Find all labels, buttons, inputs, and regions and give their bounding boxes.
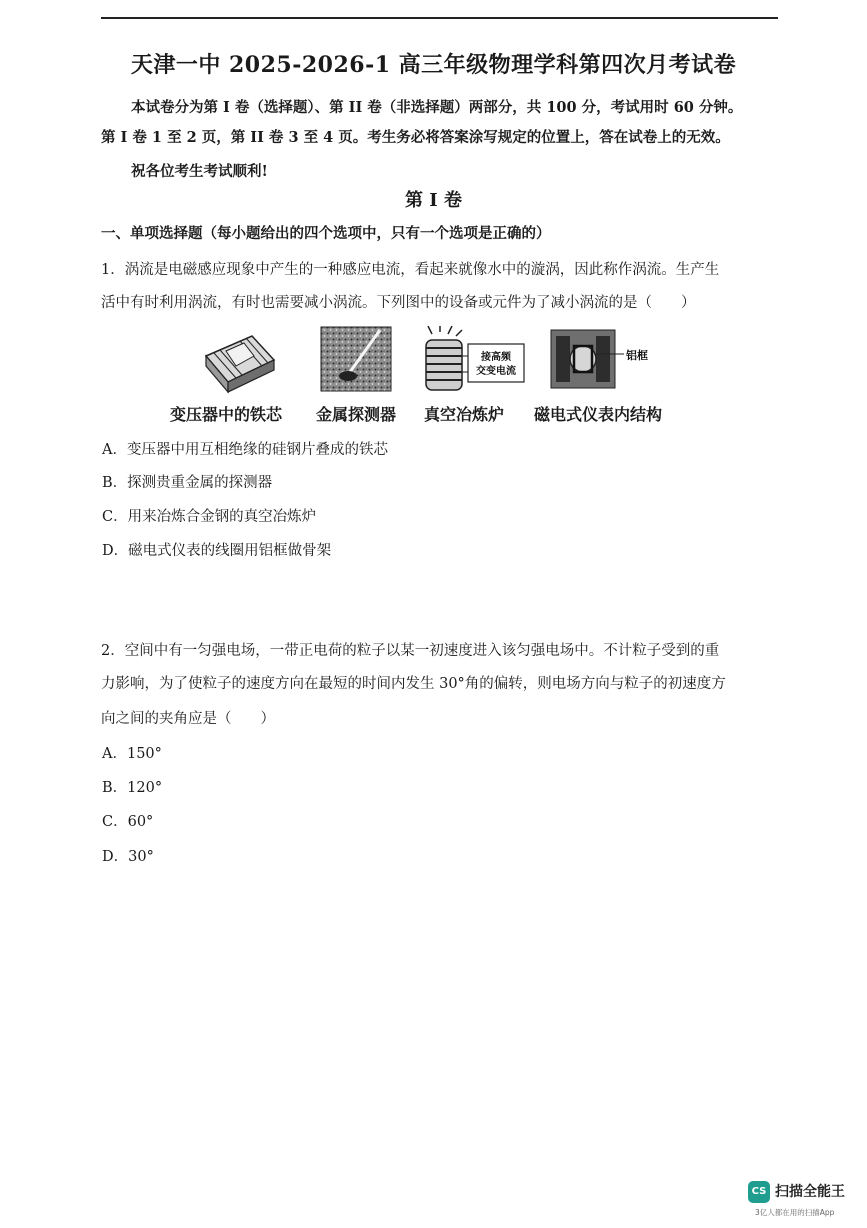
wish-line: 祝各位考生考试顺利! xyxy=(131,163,268,180)
section-title: 第 I 卷 xyxy=(405,190,462,211)
camscanner-name: 扫描全能王 xyxy=(775,1184,845,1200)
furnace-label-1: 接高频 xyxy=(481,352,511,363)
q1-option-a: A．变压器中用互相绝缘的硅钢片叠成的铁芯 xyxy=(102,442,388,458)
q2-stem-line-2: 力影响，为了使粒子的速度方向在最短的时间内发生 30°角的偏转，则电场方向与粒子的初速度方 xyxy=(101,676,726,692)
q1-stem-line-1: 1．涡流是电磁感应现象中产生的一种感应电流，看起来就像水中的漩涡，因此称作涡流。生产生 xyxy=(101,262,720,278)
caption-transformer: 变压器中的铁芯 xyxy=(170,405,283,424)
q1-option-b: B．探测贵重金属的探测器 xyxy=(102,475,273,491)
camscanner-tagline: 3亿人都在用的扫描App xyxy=(755,1208,835,1217)
caption-meter: 磁电式仪表内结构 xyxy=(534,405,663,424)
transformer-core-figure xyxy=(200,326,278,394)
exam-title: 天津一中 2025-2026-1 高三年级物理学科第四次月考试卷 xyxy=(130,52,737,78)
q1-stem-line-2: 活中有时利用涡流，有时也需要减小涡流。下列图中的设备或元件为了减小涡流的是（ ） xyxy=(101,295,696,311)
meter-structure-figure xyxy=(550,326,662,394)
q2-option-d: D．30° xyxy=(102,849,154,865)
q2-option-c: C．60° xyxy=(102,814,154,830)
top-rule xyxy=(101,17,778,19)
caption-furnace: 真空冶炼炉 xyxy=(424,405,505,424)
intro-line-2: 第 I 卷 1 至 2 页，第 II 卷 3 至 4 页。考生务必将答案涂写规定的位置上，答在试卷上的无效。 xyxy=(101,129,730,146)
furnace-label-2: 交变电流 xyxy=(476,366,516,377)
part-heading: 一、单项选择题（每小题给出的四个选项中，只有一个选项是正确的） xyxy=(101,225,551,242)
iron-core-icon xyxy=(206,336,274,392)
q1-option-c: C．用来冶炼合金钢的真空冶炼炉 xyxy=(102,509,317,525)
q2-option-a: A．150° xyxy=(102,746,162,762)
intro-line-1: 本试卷分为第 I 卷（选择题）、第 II 卷（非选择题）两部分，共 100 分，考试用时 60 分钟。 xyxy=(131,99,743,116)
q2-option-b: B．120° xyxy=(102,780,163,796)
caption-metal-detector: 金属探测器 xyxy=(316,405,397,424)
metal-detector-figure xyxy=(320,326,392,394)
q2-stem-line-3: 向之间的夹角应是（ ） xyxy=(101,711,275,727)
vacuum-furnace-figure xyxy=(418,326,528,394)
camscanner-logo: CS xyxy=(748,1181,770,1203)
metal-detector-icon xyxy=(321,327,391,391)
meter-label: 铝框 xyxy=(626,349,648,362)
meter-coil-icon xyxy=(551,330,624,388)
q2-stem-line-1: 2．空间中有一匀强电场，一带正电荷的粒子以某一初速度进入该匀强电场中。不计粒子受到的重 xyxy=(101,643,720,659)
q1-option-d: D．磁电式仪表的线圈用铝框做骨架 xyxy=(102,543,332,559)
